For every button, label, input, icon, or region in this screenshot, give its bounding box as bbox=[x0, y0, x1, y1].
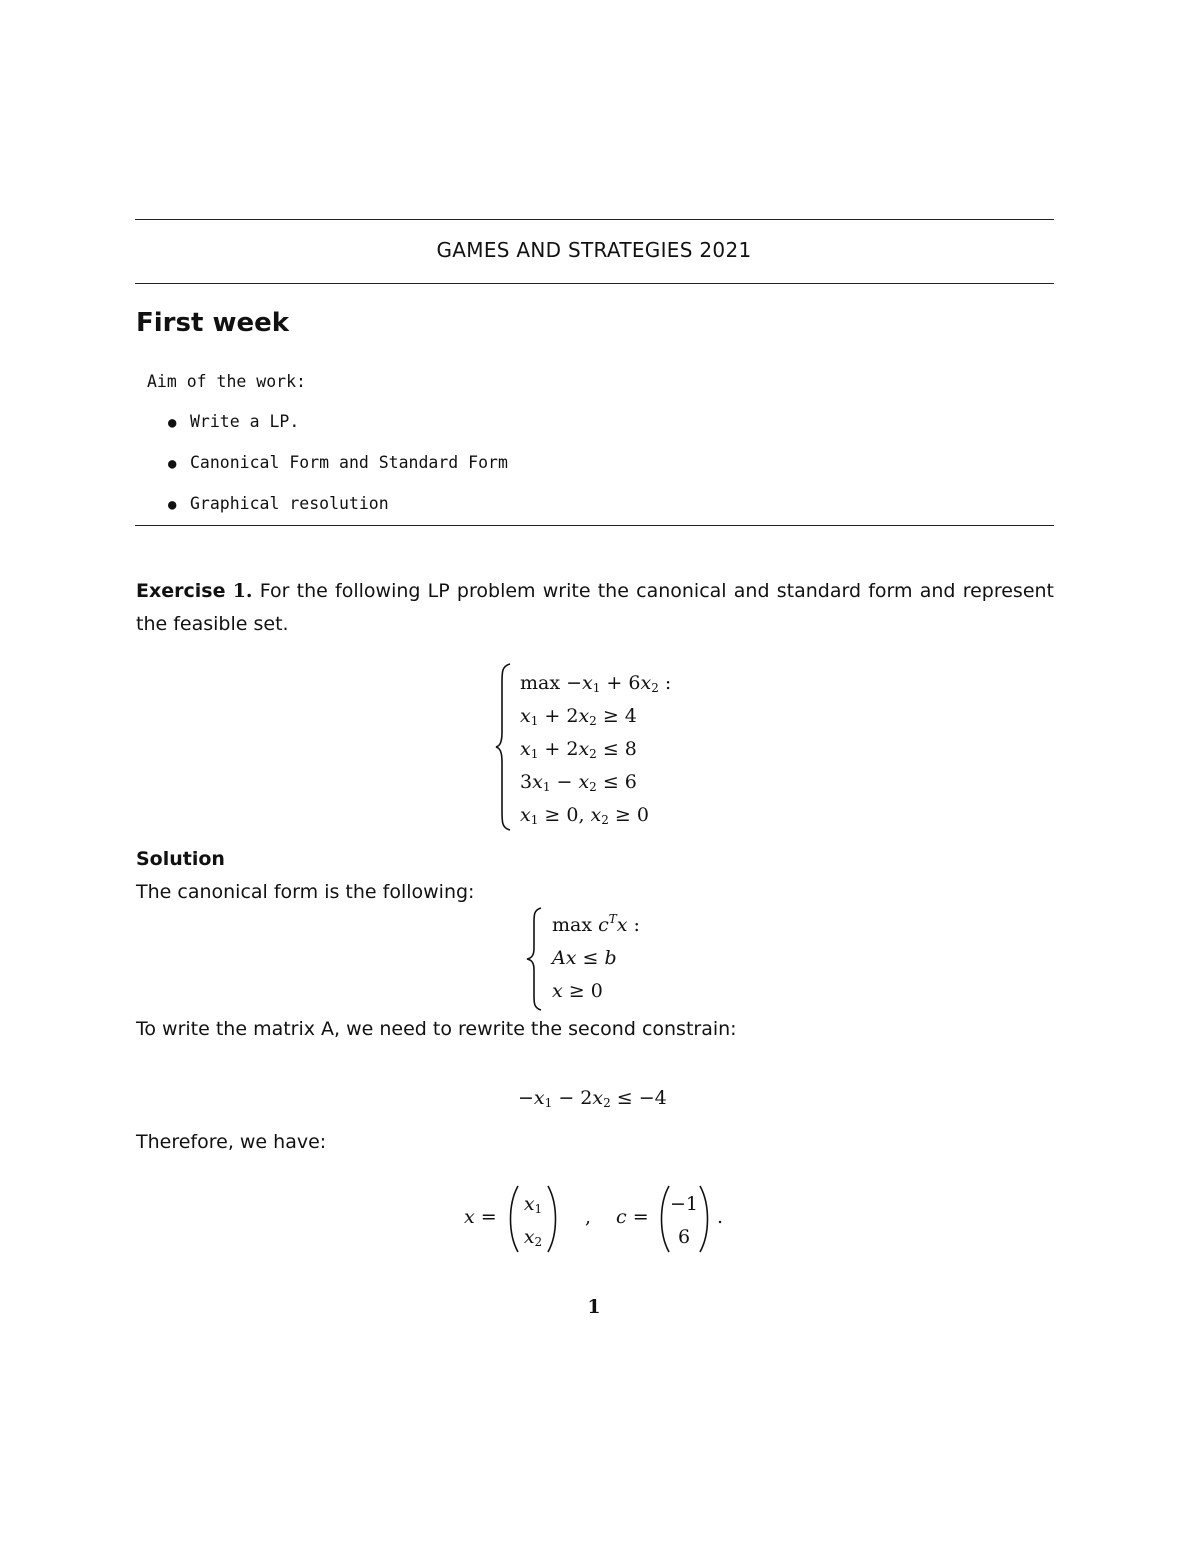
list-item bbox=[168, 412, 508, 453]
vector-c-entry: −1 bbox=[669, 1193, 698, 1215]
vector-c-entry: 6 bbox=[677, 1226, 691, 1248]
canonical-nonnegativity: x ≥ 0 bbox=[552, 980, 603, 1002]
lp-constraint: $x_1 + 2x_2 \le 8$ bbox=[520, 738, 637, 761]
lp-constraint: $x_1 + 2x_2 \ge 4$ bbox=[520, 705, 637, 728]
rewrite-intro-text: To write the matrix A, we need to rewrite the second constrain: bbox=[136, 1018, 737, 1040]
lp-nonnegativity: $x_1 \ge 0$, $x_2 \ge 0$ bbox=[520, 804, 649, 827]
exercise-text: For the following LP problem write the canonical and standard form and represent the feasible set. bbox=[136, 580, 1054, 635]
bullet-icon: ● bbox=[168, 415, 177, 431]
aim-label: Aim of the work: bbox=[147, 372, 306, 391]
top-rule bbox=[135, 219, 1054, 220]
vector-c-label: c = bbox=[616, 1206, 649, 1228]
left-brace-canonical bbox=[525, 906, 545, 1012]
exercise-label: Exercise bbox=[136, 580, 226, 602]
right-paren-c bbox=[698, 1184, 712, 1254]
exercise-number: 1. bbox=[232, 580, 253, 602]
list-item bbox=[168, 453, 508, 494]
vector-x-label: x = bbox=[464, 1206, 497, 1228]
canonical-objective: $\max c^Tx$ : bbox=[552, 912, 640, 936]
vector-x-entry: $x_1$ bbox=[523, 1193, 543, 1216]
aim-item-text: Canonical Form and Standard Form bbox=[190, 453, 508, 472]
right-paren-x bbox=[546, 1184, 560, 1254]
rewritten-constraint: $-x_1 - 2x_2 \le -4$ bbox=[518, 1087, 667, 1110]
aim-item-text: Write a LP. bbox=[190, 412, 300, 431]
page-number: 1 bbox=[587, 1296, 601, 1318]
vector-terminator: . bbox=[717, 1206, 724, 1228]
course-title: GAMES AND STRATEGIES 2021 bbox=[436, 238, 752, 262]
section-title: First week bbox=[136, 308, 290, 338]
bullet-icon: ● bbox=[168, 497, 177, 513]
lp-constraint: $3x_1 - x_2 \le 6$ bbox=[520, 771, 637, 794]
vector-x-entry: $x_2$ bbox=[523, 1226, 543, 1249]
vector-separator: , bbox=[585, 1206, 592, 1228]
list-item bbox=[168, 494, 508, 535]
therefore-text: Therefore, we have: bbox=[136, 1131, 327, 1153]
aim-list bbox=[168, 412, 508, 535]
canonical-form bbox=[552, 909, 640, 1008]
lp-system bbox=[520, 667, 671, 832]
left-brace-lp bbox=[494, 662, 514, 832]
bullet-icon: ● bbox=[168, 456, 177, 472]
aim-item-text: Graphical resolution bbox=[190, 494, 389, 513]
canonical-intro-text: The canonical form is the following: bbox=[136, 881, 475, 903]
aims-bottom-rule bbox=[135, 525, 1054, 526]
solution-title: Solution bbox=[136, 848, 225, 870]
exercise-paragraph bbox=[136, 575, 1054, 641]
header-bottom-rule bbox=[135, 283, 1054, 284]
lp-objective: $\max -x_1 + 6x_2$ : bbox=[520, 672, 672, 695]
canonical-constraint: Ax ≤ b bbox=[552, 947, 617, 969]
